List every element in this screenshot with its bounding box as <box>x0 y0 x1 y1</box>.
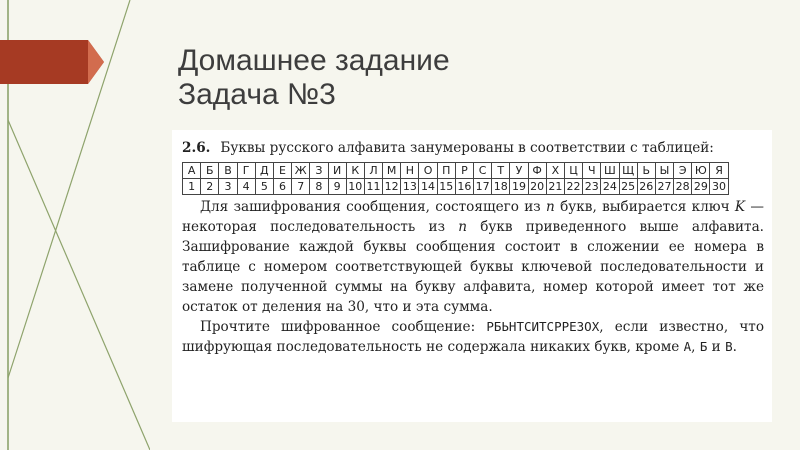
letter-cell: Л <box>364 163 382 179</box>
number-cell: 13 <box>401 179 419 195</box>
letter-cell: Ю <box>692 163 710 179</box>
paragraph-1 <box>182 197 764 317</box>
number-cell: 2 <box>201 179 219 195</box>
letter-cell: П <box>437 163 455 179</box>
letter-cell: И <box>328 163 346 179</box>
diagonal-line-lower <box>8 120 150 450</box>
number-cell: 23 <box>583 179 601 195</box>
number-cell: 29 <box>692 179 710 195</box>
letter-cell: Ч <box>583 163 601 179</box>
alphabet-table <box>182 162 729 195</box>
number-cell: 3 <box>219 179 237 195</box>
decorative-graphic <box>0 0 150 450</box>
p1-text-d: букв приведенного выше алфавита. Зашифрование каждой буквы сообщения состоит в сложении ее номера в таблице с номером соответствующей буквы ключевой последовательности и замене полученной суммы на букву алфавита, номер которой имеет тот же остаток от деления на 30, что и эта сумма. <box>182 219 764 315</box>
number-cell: 1 <box>183 179 201 195</box>
number-cell: 22 <box>564 179 582 195</box>
slide-title <box>178 44 450 112</box>
letter-cell: Э <box>674 163 692 179</box>
problem-document <box>172 130 772 422</box>
letter-cell: Н <box>401 163 419 179</box>
letter-b: Б <box>699 339 708 354</box>
number-cell: 12 <box>383 179 401 195</box>
number-cell: 6 <box>273 179 291 195</box>
letter-cell: О <box>419 163 437 179</box>
number-cell: 10 <box>346 179 364 195</box>
number-cell: 7 <box>292 179 310 195</box>
p1-text-a: Для зашифрования сообщения, состоящего из <box>200 199 547 215</box>
var-n: n <box>546 199 555 215</box>
title-line-1: Домашнее задание <box>178 44 450 77</box>
number-cell: 30 <box>710 179 728 195</box>
number-cell: 19 <box>510 179 528 195</box>
number-cell: 5 <box>255 179 273 195</box>
p2-text-a: Прочтите шифрованное сообщение: <box>200 319 487 335</box>
letter-cell: Е <box>273 163 291 179</box>
paragraph-2 <box>182 317 764 357</box>
letter-cell: Ь <box>637 163 655 179</box>
ribbon-tip <box>88 40 104 84</box>
problem-number: 2.6. <box>182 140 211 156</box>
letter-a: А <box>683 339 692 354</box>
number-cell: 26 <box>637 179 655 195</box>
letter-cell: Щ <box>619 163 637 179</box>
number-cell: 18 <box>492 179 510 195</box>
letter-cell: Т <box>492 163 510 179</box>
letter-cell: А <box>183 163 201 179</box>
sep-1: , <box>691 339 700 355</box>
number-cell: 24 <box>601 179 619 195</box>
number-cell: 21 <box>546 179 564 195</box>
letter-cell: Я <box>710 163 728 179</box>
cipher-text: РБЬНТСИТСРРЕЗОХ <box>486 319 600 334</box>
letter-cell: Д <box>255 163 273 179</box>
letter-cell: Р <box>455 163 473 179</box>
number-cell: 4 <box>237 179 255 195</box>
number-cell: 8 <box>310 179 328 195</box>
letter-cell: Ц <box>564 163 582 179</box>
letter-cell: М <box>383 163 401 179</box>
end-dot: . <box>732 339 737 355</box>
letter-v: В <box>725 339 733 354</box>
title-line-2: Задача №3 <box>178 78 336 111</box>
number-cell: 25 <box>619 179 637 195</box>
var-k: K <box>734 199 746 215</box>
number-cell: 14 <box>419 179 437 195</box>
letter-cell: У <box>510 163 528 179</box>
p2-text-b: , если известно, что шифрующая последовательность не содержала никаких букв, кроме <box>182 319 765 355</box>
p1-text-b: букв, выбирается ключ <box>554 199 735 215</box>
letter-cell: Х <box>546 163 564 179</box>
letters-row <box>183 163 729 179</box>
letter-cell: Г <box>237 163 255 179</box>
number-cell: 15 <box>437 179 455 195</box>
number-cell: 17 <box>474 179 492 195</box>
letter-cell: З <box>310 163 328 179</box>
letter-cell: Ф <box>528 163 546 179</box>
number-cell: 27 <box>655 179 673 195</box>
problem-statement <box>182 138 764 158</box>
number-cell: 16 <box>455 179 473 195</box>
letter-cell: В <box>219 163 237 179</box>
letter-cell: Ш <box>601 163 619 179</box>
number-cell: 20 <box>528 179 546 195</box>
number-cell: 28 <box>674 179 692 195</box>
numbers-row <box>183 179 729 195</box>
number-cell: 11 <box>364 179 382 195</box>
sep-2: и <box>707 339 726 355</box>
number-cell: 9 <box>328 179 346 195</box>
statement-text: Буквы русского алфавита занумерованы в соответствии с таблицей: <box>220 140 714 156</box>
letter-cell: Ы <box>655 163 673 179</box>
var-n-2: n <box>458 219 467 235</box>
letter-cell: Ж <box>292 163 310 179</box>
letter-cell: К <box>346 163 364 179</box>
letter-cell: С <box>474 163 492 179</box>
letter-cell: Б <box>201 163 219 179</box>
p1-text-c: — некоторая последовательность из <box>182 199 764 235</box>
